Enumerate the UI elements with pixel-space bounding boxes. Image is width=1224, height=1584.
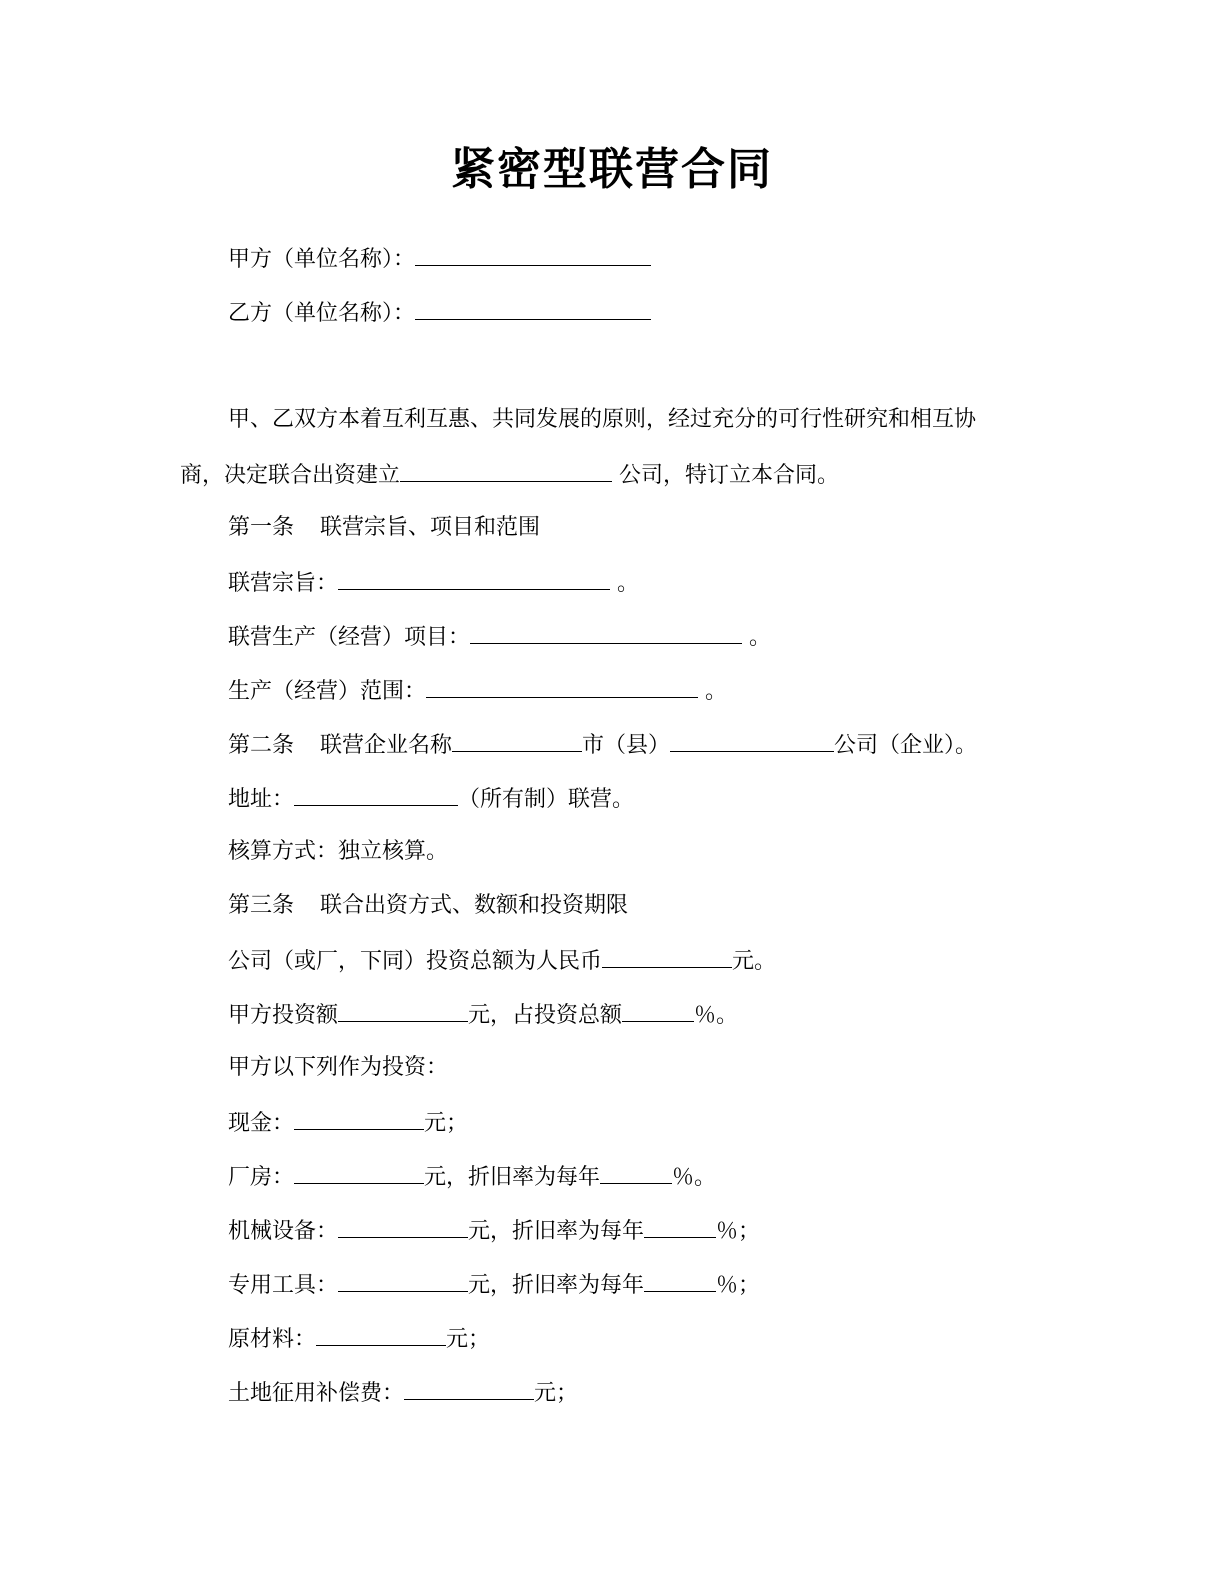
- cash-blank[interactable]: [294, 1107, 424, 1130]
- purpose-line: [228, 567, 639, 599]
- document-title: 紧密型联营合同: [451, 144, 773, 195]
- party-b-label: 乙方（单位名称）：: [228, 301, 416, 326]
- intro-line-2: [180, 459, 839, 491]
- intro-line-1: [228, 405, 976, 435]
- article3-heading: [228, 891, 628, 921]
- address-blank[interactable]: [294, 783, 458, 806]
- machine-depr: 元，折旧率为每年: [468, 1219, 645, 1244]
- plant-blank[interactable]: [294, 1161, 424, 1184]
- machine-blank[interactable]: [338, 1215, 468, 1238]
- tools-depr: 元，折旧率为每年: [468, 1273, 645, 1298]
- machine-percent: ％；: [716, 1219, 761, 1244]
- scope-label: 生产（经营）范围：: [228, 679, 427, 704]
- plant-line: [228, 1161, 716, 1193]
- machine-label: 机械设备：: [228, 1219, 339, 1244]
- total-label: 公司（或厂，下同）投资总额为人民币: [228, 949, 603, 974]
- address-label: 地址：: [228, 787, 295, 812]
- cash-unit: 元；: [424, 1111, 469, 1136]
- material-unit: 元；: [446, 1327, 491, 1352]
- a-invest-mid: 元，占投资总额: [468, 1003, 623, 1028]
- party-a-investment-line: [228, 999, 738, 1031]
- plant-rate-blank[interactable]: [600, 1161, 672, 1184]
- tools-blank[interactable]: [338, 1269, 468, 1292]
- party-a-label: 甲方（单位名称）：: [228, 247, 416, 272]
- material-label: 原材料：: [228, 1327, 317, 1352]
- plant-label: 厂房：: [228, 1165, 295, 1190]
- accounting-text: 核算方式：独立核算。: [228, 839, 449, 864]
- machine-rate-blank[interactable]: [644, 1215, 716, 1238]
- cash-line: [228, 1107, 468, 1139]
- company-text: 公司（企业）。: [834, 733, 978, 758]
- article3-num: 第三条: [228, 893, 295, 918]
- company-name-blank[interactable]: [400, 459, 612, 482]
- land-label: 土地征用补偿费：: [228, 1381, 405, 1406]
- tools-rate-blank[interactable]: [644, 1269, 716, 1292]
- project-blank[interactable]: [470, 621, 742, 644]
- article2-heading: [228, 729, 977, 761]
- scope-line: [228, 675, 727, 707]
- party-b-blank[interactable]: [415, 297, 651, 320]
- purpose-blank[interactable]: [338, 567, 610, 590]
- material-blank[interactable]: [316, 1323, 446, 1346]
- a-items-intro-line: [228, 1053, 448, 1083]
- purpose-label: 联营宗旨：: [228, 571, 339, 596]
- address-line: [228, 783, 634, 815]
- scope-period: 。: [698, 679, 728, 704]
- tools-label: 专用工具：: [228, 1273, 339, 1298]
- article2-title: 联营企业名称: [320, 733, 453, 758]
- material-line: [228, 1323, 490, 1355]
- party-a-blank[interactable]: [415, 243, 651, 266]
- intro-text-2b: 公司，特订立本合同。: [612, 463, 840, 488]
- intro-text-2a: 商，决定联合出资建立: [180, 463, 401, 488]
- land-blank[interactable]: [404, 1377, 534, 1400]
- project-label: 联营生产（经营）项目：: [228, 625, 471, 650]
- intro-text-1: 甲、乙双方本着互利互惠、共同发展的原则，经过充分的可行性研究和相互协: [228, 407, 977, 432]
- project-line: [228, 621, 771, 653]
- a-invest-blank[interactable]: [338, 999, 468, 1022]
- accounting-line: [228, 837, 448, 867]
- article1-title: 联营宗旨、项目和范围: [320, 515, 541, 540]
- city-text: 市（县）: [582, 733, 671, 758]
- cash-label: 现金：: [228, 1111, 295, 1136]
- city-blank[interactable]: [452, 729, 582, 752]
- plant-percent: ％。: [672, 1165, 717, 1190]
- total-blank[interactable]: [602, 945, 732, 968]
- article1-heading: [228, 513, 540, 543]
- machine-line: [228, 1215, 760, 1247]
- article3-title: 联合出资方式、数额和投资期限: [320, 893, 629, 918]
- tools-percent: ％；: [716, 1273, 761, 1298]
- plant-depr: 元，折旧率为每年: [424, 1165, 601, 1190]
- article1-num: 第一条: [228, 515, 295, 540]
- party-a-line: [228, 243, 651, 275]
- a-percent-unit: ％。: [694, 1003, 739, 1028]
- party-b-line: [228, 297, 651, 329]
- enterprise-blank[interactable]: [670, 729, 834, 752]
- land-line: [228, 1377, 578, 1409]
- ownership-text: （所有制）联营。: [458, 787, 635, 812]
- scope-blank[interactable]: [426, 675, 698, 698]
- article2-num: 第二条: [228, 733, 295, 758]
- a-invest-label: 甲方投资额: [228, 1003, 339, 1028]
- total-unit: 元。: [732, 949, 777, 974]
- total-investment-line: [228, 945, 776, 977]
- purpose-period: 。: [610, 571, 640, 596]
- tools-line: [228, 1269, 760, 1301]
- project-period: 。: [742, 625, 772, 650]
- a-items-intro: 甲方以下列作为投资：: [228, 1055, 449, 1080]
- land-unit: 元；: [534, 1381, 579, 1406]
- a-percent-blank[interactable]: [622, 999, 694, 1022]
